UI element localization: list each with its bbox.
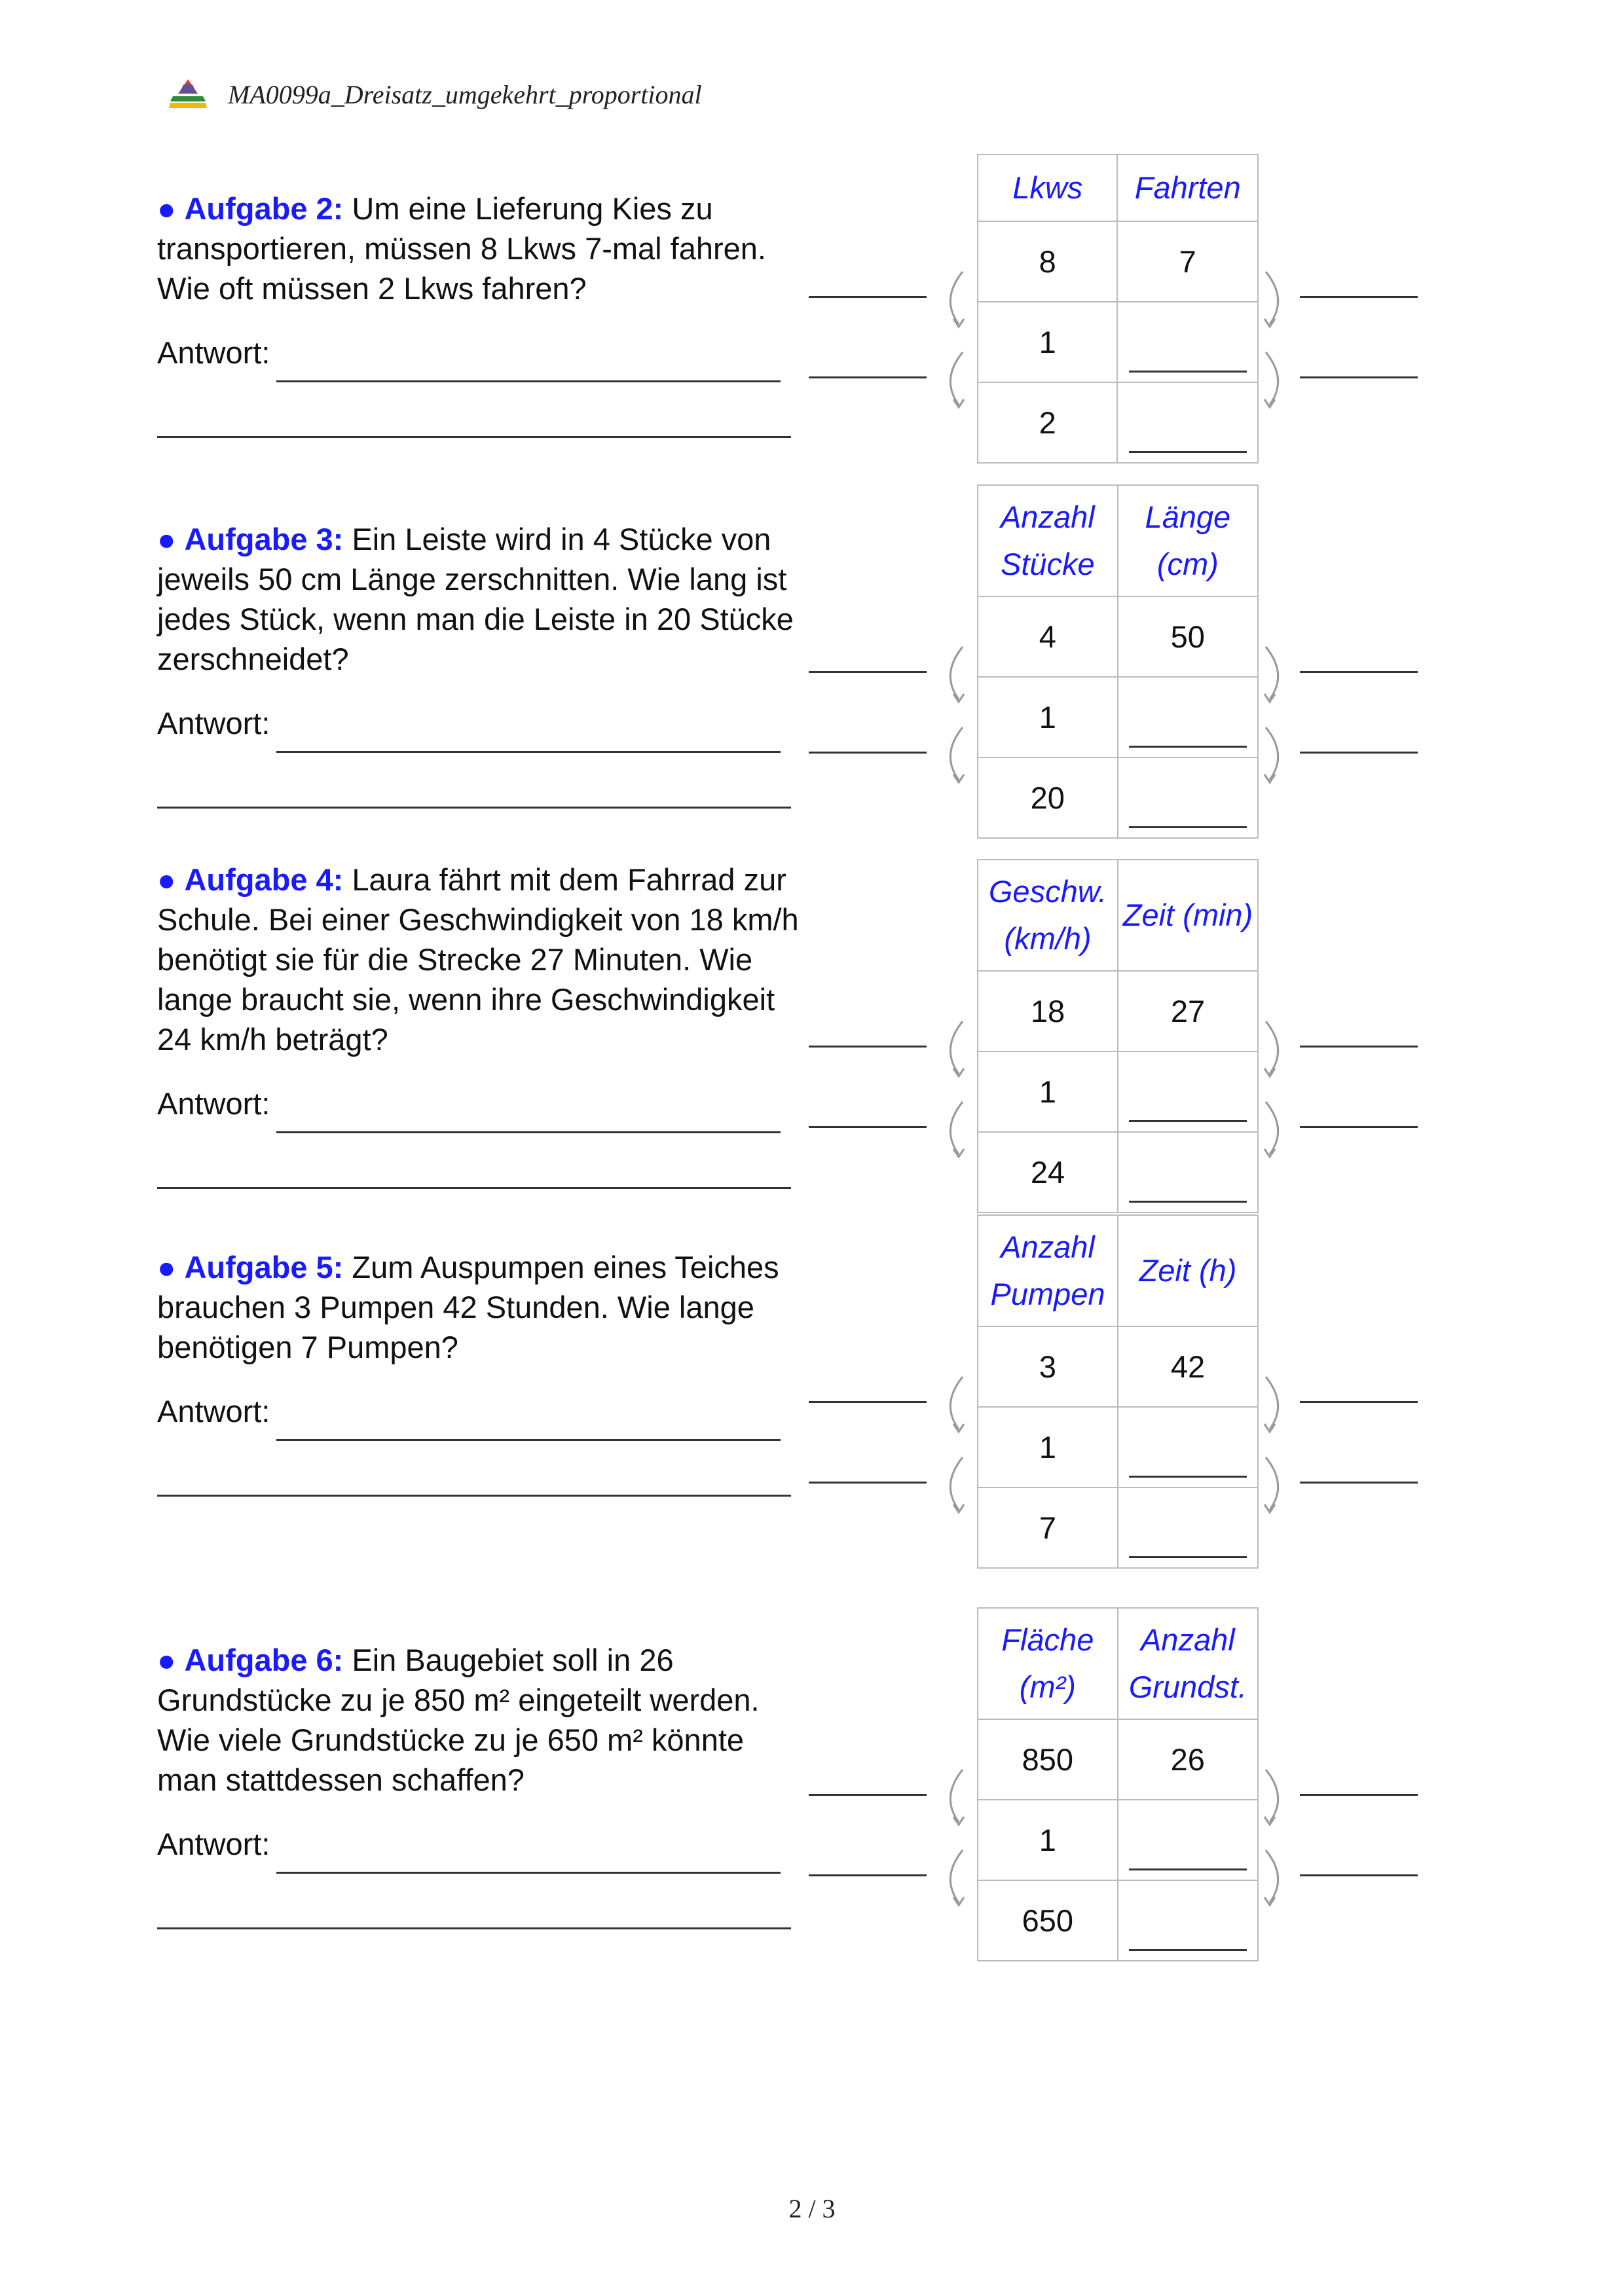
answer-row — [157, 705, 799, 741]
table-cell: 26 — [1118, 1719, 1258, 1800]
curved-arrow-icon — [1261, 1764, 1293, 1830]
curved-arrow-icon — [1261, 722, 1293, 788]
operator-input-line-right[interactable] — [1300, 671, 1418, 673]
table-answer-cell[interactable] — [1117, 302, 1258, 382]
task-2 — [157, 189, 799, 438]
task-text — [157, 860, 799, 1059]
answer-input-line[interactable] — [276, 751, 781, 753]
curved-arrow-icon — [935, 1016, 968, 1082]
curved-arrow-icon — [1261, 1097, 1293, 1162]
table-answer-cell[interactable] — [1118, 1880, 1258, 1961]
operator-input-line-right[interactable] — [1300, 1794, 1418, 1796]
table-cell: 4 — [978, 596, 1118, 677]
ratio-table-task-5 — [977, 1214, 1259, 1569]
task-text — [157, 1247, 799, 1367]
task-description: Um eine Lieferung Kies zu transportieren, müssen 8 Lkws 7-mal fahren. Wie oft müssen 2 Lkws fahren? — [157, 191, 766, 306]
table-cell: 24 — [978, 1132, 1118, 1212]
table-cell: 8 — [978, 221, 1117, 302]
table-cell: 1 — [978, 1051, 1118, 1132]
table-answer-cell[interactable] — [1118, 1407, 1258, 1487]
table-cell: 7 — [1117, 221, 1258, 302]
table-cell: 650 — [978, 1880, 1118, 1961]
operator-input-line-left[interactable] — [809, 1794, 927, 1796]
curved-arrow-icon — [935, 642, 968, 707]
operator-input-line-left[interactable] — [809, 1126, 927, 1128]
task-label: Aufgabe 5: — [184, 1250, 344, 1285]
answer-row — [157, 1085, 799, 1121]
page-number: 2 / 3 — [788, 2194, 836, 2223]
table-answer-cell[interactable] — [1118, 677, 1258, 757]
bullet: ● — [157, 862, 176, 897]
table-cell: 50 — [1118, 596, 1258, 677]
ratio-table-task-4 — [977, 859, 1259, 1213]
operator-input-line-left[interactable] — [809, 376, 927, 378]
curved-arrow-icon — [935, 1452, 968, 1518]
document-title: MA0099a_Dreisatz_umgekehrt_proportional — [228, 79, 702, 109]
table-cell: 18 — [978, 971, 1118, 1051]
answer-input-line[interactable] — [276, 380, 781, 382]
table-header-col1: Anzahl Pumpen — [978, 1215, 1118, 1326]
curved-arrow-icon — [1261, 347, 1293, 412]
table-cell: 27 — [1118, 971, 1258, 1051]
answer-input-line[interactable] — [276, 1872, 781, 1874]
curved-arrow-icon — [935, 1372, 968, 1437]
curved-arrow-icon — [935, 1097, 968, 1162]
table-header-col1: Geschw. (km/h) — [978, 860, 1118, 971]
curved-arrow-icon — [935, 1845, 968, 1910]
ratio-table-task-2 — [977, 154, 1259, 464]
table-header-col2: Zeit (min) — [1118, 860, 1258, 971]
curved-arrow-icon — [1261, 1372, 1293, 1437]
operator-input-line-left[interactable] — [809, 671, 927, 673]
task-description: Ein Baugebiet soll in 26 Grundstücke zu je 850 m² eingeteilt werden. Wie viele Grundstücke zu je 650 m² könnte man stattdessen schaffen? — [157, 1643, 760, 1797]
table-cell: 1 — [978, 677, 1118, 757]
table-answer-cell[interactable] — [1118, 1132, 1258, 1212]
ratio-table-task-3 — [977, 484, 1259, 839]
answer-input-line-2[interactable] — [157, 1187, 791, 1189]
answer-input-line[interactable] — [276, 1131, 781, 1133]
table-header-col1: Anzahl Stücke — [978, 485, 1118, 596]
answer-label: Antwort: — [157, 335, 270, 370]
operator-input-line-left[interactable] — [809, 1874, 927, 1876]
answer-label: Antwort: — [157, 1827, 270, 1861]
answer-row — [157, 1393, 799, 1429]
curved-arrow-icon — [935, 347, 968, 412]
operator-input-line-left[interactable] — [809, 296, 927, 298]
answer-row — [157, 335, 799, 371]
task-text — [157, 1640, 799, 1800]
answer-label: Antwort: — [157, 706, 270, 740]
task-description: Zum Auspumpen eines Teiches brauchen 3 Pumpen 42 Stunden. Wie lange benötigen 7 Pumpen? — [157, 1250, 779, 1364]
table-answer-cell[interactable] — [1118, 1487, 1258, 1568]
task-label: Aufgabe 3: — [184, 522, 344, 556]
answer-input-line-2[interactable] — [157, 1927, 791, 1929]
table-header-col2: Länge (cm) — [1118, 485, 1258, 596]
bullet: ● — [157, 1250, 176, 1285]
curved-arrow-icon — [1261, 642, 1293, 707]
curved-arrow-icon — [1261, 1452, 1293, 1518]
table-header-col2: Zeit (h) — [1118, 1215, 1258, 1326]
table-cell: 1 — [978, 302, 1117, 382]
table-cell: 850 — [978, 1719, 1118, 1800]
operator-input-line-right[interactable] — [1300, 1046, 1418, 1048]
table-cell: 1 — [978, 1407, 1118, 1487]
table-header-col1: Fläche (m²) — [978, 1608, 1118, 1719]
bullet: ● — [157, 191, 176, 226]
operator-input-line-right[interactable] — [1300, 752, 1418, 754]
table-answer-cell[interactable] — [1118, 757, 1258, 838]
answer-input-line-2[interactable] — [157, 1495, 791, 1497]
bullet: ● — [157, 1643, 176, 1677]
task-label: Aufgabe 2: — [184, 191, 344, 226]
bullet: ● — [157, 522, 176, 556]
operator-input-line-right[interactable] — [1300, 1482, 1418, 1484]
operator-input-line-right[interactable] — [1300, 296, 1418, 298]
answer-input-line-2[interactable] — [157, 807, 791, 809]
page-header — [168, 75, 702, 114]
table-answer-cell[interactable] — [1117, 382, 1258, 463]
table-cell: 7 — [978, 1487, 1118, 1568]
task-3 — [157, 519, 799, 809]
curved-arrow-icon — [935, 722, 968, 788]
task-label: Aufgabe 4: — [184, 862, 344, 897]
answer-input-line-2[interactable] — [157, 436, 791, 438]
task-6 — [157, 1640, 799, 1929]
book-stack-logo — [168, 78, 208, 111]
curved-arrow-icon — [1261, 266, 1293, 332]
table-cell: 2 — [978, 382, 1117, 463]
answer-label: Antwort: — [157, 1086, 270, 1121]
task-5 — [157, 1247, 799, 1497]
operator-input-line-left[interactable] — [809, 752, 927, 754]
task-text — [157, 189, 799, 308]
table-answer-cell[interactable] — [1118, 1800, 1258, 1880]
task-description: Ein Leiste wird in 4 Stücke von jeweils 50 cm Länge zerschnitten. Wie lang ist jedes Stück, wenn man die Leiste in 20 Stücke zerschneidet? — [157, 522, 794, 676]
operator-input-line-right[interactable] — [1300, 1126, 1418, 1128]
answer-label: Antwort: — [157, 1394, 270, 1429]
table-cell: 3 — [978, 1326, 1118, 1407]
answer-row — [157, 1826, 799, 1862]
task-text — [157, 519, 799, 679]
operator-input-line-right[interactable] — [1300, 376, 1418, 378]
task-description: Laura fährt mit dem Fahrrad zur Schule. Bei einer Geschwindigkeit von 18 km/h benötigt sie für die Strecke 27 Minuten. Wie lange braucht sie, wenn ihre Geschwindigkeit 24 km/h beträgt? — [157, 862, 799, 1057]
operator-input-line-left[interactable] — [809, 1482, 927, 1484]
table-cell: 42 — [1118, 1326, 1258, 1407]
operator-input-line-right[interactable] — [1300, 1874, 1418, 1876]
table-header-col2: Anzahl Grundst. — [1118, 1608, 1258, 1719]
ratio-table-task-6 — [977, 1607, 1259, 1961]
task-label: Aufgabe 6: — [184, 1643, 344, 1677]
answer-input-line[interactable] — [276, 1439, 781, 1441]
curved-arrow-icon — [935, 1764, 968, 1830]
curved-arrow-icon — [1261, 1016, 1293, 1082]
operator-input-line-left[interactable] — [809, 1046, 927, 1048]
table-cell: 1 — [978, 1800, 1118, 1880]
curved-arrow-icon — [1261, 1845, 1293, 1910]
operator-input-line-right[interactable] — [1300, 1401, 1418, 1403]
table-header-col1: Lkws — [978, 155, 1117, 221]
operator-input-line-left[interactable] — [809, 1401, 927, 1403]
table-header-col2: Fahrten — [1117, 155, 1258, 221]
table-answer-cell[interactable] — [1118, 1051, 1258, 1132]
curved-arrow-icon — [935, 266, 968, 332]
task-4 — [157, 860, 799, 1189]
table-cell: 20 — [978, 757, 1118, 838]
